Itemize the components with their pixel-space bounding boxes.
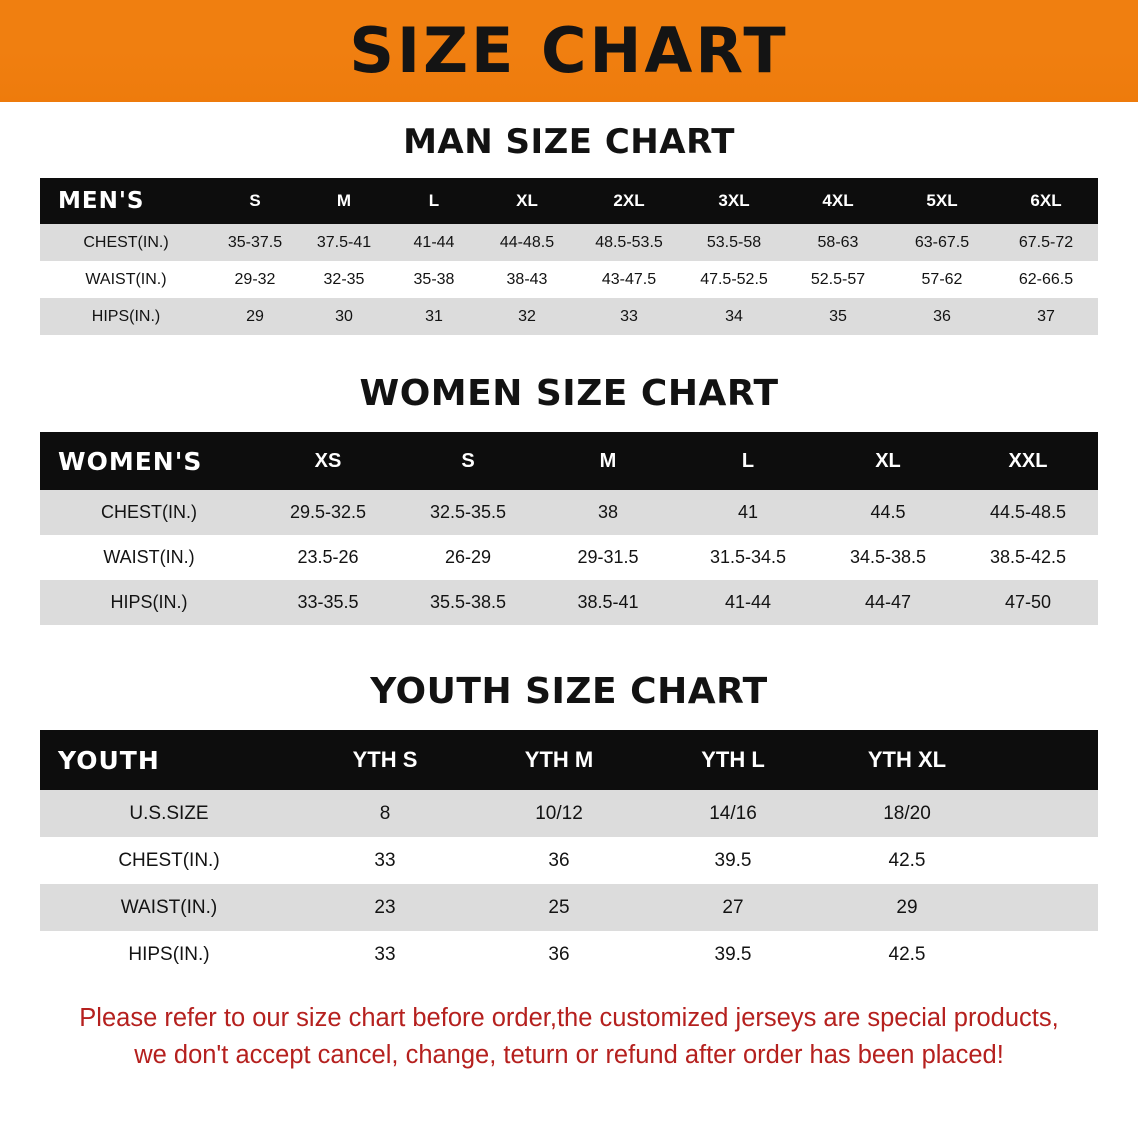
- youth-header-label: YOUTH: [58, 745, 160, 775]
- youth-size-col-1: YTH M: [524, 747, 594, 772]
- youth-hips-0: 33: [374, 943, 396, 965]
- women-row-label-waist: WAIST(IN.): [103, 547, 195, 567]
- disclaimer-line-2: we don't accept cancel, change, teturn or refund after order has been placed!: [134, 1040, 1004, 1069]
- youth-table-header-row: [40, 730, 1098, 790]
- youth-size-table: [40, 730, 1098, 978]
- man-waist-7: 57-62: [921, 270, 963, 288]
- man-size-col-2: L: [428, 191, 440, 210]
- table-row: [40, 224, 1098, 261]
- youth-waist-3: 29: [896, 896, 918, 918]
- women-size-col-1: S: [461, 449, 475, 472]
- youth-hips-2: 39.5: [714, 943, 752, 965]
- women-chest-4: 44.5: [870, 502, 906, 522]
- women-chest-1: 32.5-35.5: [429, 502, 507, 522]
- man-header-label: MEN'S: [58, 188, 145, 214]
- man-waist-3: 38-43: [506, 270, 548, 288]
- man-chest-7: 63-67.5: [914, 233, 970, 251]
- youth-chest-2: 39.5: [714, 849, 752, 871]
- man-waist-8: 62-66.5: [1018, 270, 1074, 288]
- man-row-label-hips: HIPS(IN.): [91, 307, 161, 325]
- youth-size-table-wrapper: [40, 730, 1098, 978]
- youth-size-col-3: YTH XL: [867, 747, 947, 772]
- women-section-title: WOMEN SIZE CHART: [359, 373, 779, 414]
- man-chest-3: 44-48.5: [499, 233, 555, 251]
- man-hips-3: 32: [518, 307, 536, 325]
- table-row: [40, 535, 1098, 580]
- man-hips-6: 35: [829, 307, 847, 325]
- youth-row-label-waist: WAIST(IN.): [120, 896, 218, 918]
- youth-ussize-1: 10/12: [535, 802, 583, 824]
- youth-chest-1: 36: [548, 849, 570, 871]
- man-waist-4: 43-47.5: [601, 270, 657, 288]
- man-hips-4: 33: [620, 307, 638, 325]
- man-chest-4: 48.5-53.5: [595, 233, 663, 251]
- man-waist-2: 35-38: [413, 270, 455, 288]
- youth-size-col-spacer: [994, 730, 1098, 790]
- women-waist-1: 26-29: [444, 547, 492, 567]
- table-row: [40, 837, 1098, 884]
- women-hips-3: 41-44: [724, 592, 772, 612]
- man-size-col-5: 3XL: [718, 191, 750, 210]
- man-chest-2: 41-44: [413, 233, 455, 251]
- women-waist-0: 23.5-26: [297, 547, 359, 567]
- youth-size-col-0: YTH S: [352, 747, 418, 772]
- man-chest-1: 37.5-41: [316, 233, 372, 251]
- man-size-col-7: 5XL: [926, 191, 958, 210]
- table-row: [40, 298, 1098, 335]
- women-size-col-2: M: [599, 449, 617, 472]
- man-row-label-waist: WAIST(IN.): [85, 270, 167, 288]
- women-table-header-row: [40, 432, 1098, 490]
- youth-hips-1: 36: [548, 943, 570, 965]
- page-title: SIZE CHART: [349, 14, 789, 87]
- women-chest-0: 29.5-32.5: [289, 502, 367, 522]
- women-header-label: WOMEN'S: [58, 446, 203, 476]
- women-size-col-3: L: [741, 449, 755, 472]
- table-row: [40, 790, 1098, 837]
- women-waist-5: 38.5-42.5: [989, 547, 1067, 567]
- women-chest-5: 44.5-48.5: [989, 502, 1067, 522]
- man-chest-6: 58-63: [817, 233, 859, 251]
- disclaimer-note: [39, 1000, 1099, 1074]
- man-waist-6: 52.5-57: [810, 270, 866, 288]
- women-waist-4: 34.5-38.5: [849, 547, 927, 567]
- man-row-label-chest: CHEST(IN.): [83, 233, 169, 251]
- man-size-table-wrapper: [40, 178, 1098, 335]
- youth-waist-1: 25: [548, 896, 570, 918]
- youth-ussize-spacer: [994, 790, 1098, 837]
- youth-size-col-2: YTH L: [701, 747, 765, 772]
- youth-row-label-chest: CHEST(IN.): [118, 849, 220, 871]
- man-chest-5: 53.5-58: [706, 233, 762, 251]
- table-row: [40, 884, 1098, 931]
- table-row: [40, 490, 1098, 535]
- man-size-col-4: 2XL: [613, 191, 645, 210]
- women-chest-2: 38: [597, 502, 619, 522]
- man-hips-2: 31: [425, 307, 443, 325]
- women-row-label-chest: CHEST(IN.): [101, 502, 197, 522]
- women-hips-5: 47-50: [1004, 592, 1052, 612]
- women-hips-1: 35.5-38.5: [429, 592, 507, 612]
- women-hips-4: 44-47: [864, 592, 912, 612]
- youth-hips-spacer: [994, 931, 1098, 978]
- man-size-col-8: 6XL: [1030, 191, 1062, 210]
- man-table-header-row: [40, 178, 1098, 224]
- man-hips-1: 30: [335, 307, 353, 325]
- man-section-title: MAN SIZE CHART: [403, 122, 735, 162]
- youth-chest-spacer: [994, 837, 1098, 884]
- women-size-table-wrapper: [40, 432, 1098, 625]
- page-banner: [0, 0, 1138, 102]
- man-chest-8: 67.5-72: [1018, 233, 1074, 251]
- women-hips-0: 33-35.5: [297, 592, 359, 612]
- women-hips-2: 38.5-41: [577, 592, 639, 612]
- youth-ussize-3: 18/20: [883, 802, 931, 824]
- man-chest-0: 35-37.5: [227, 233, 283, 251]
- youth-section-title: YOUTH SIZE CHART: [370, 671, 768, 712]
- table-row: [40, 931, 1098, 978]
- man-size-col-3: XL: [516, 191, 538, 210]
- women-size-col-4: XL: [875, 449, 901, 472]
- man-size-col-0: S: [249, 191, 261, 210]
- youth-chest-0: 33: [374, 849, 396, 871]
- man-hips-0: 29: [246, 307, 264, 325]
- youth-hips-3: 42.5: [888, 943, 926, 965]
- women-waist-2: 29-31.5: [577, 547, 639, 567]
- youth-row-label-ussize: U.S.SIZE: [129, 802, 209, 824]
- women-size-table: [40, 432, 1098, 625]
- man-hips-8: 37: [1037, 307, 1055, 325]
- man-size-col-1: M: [336, 191, 352, 210]
- youth-waist-2: 27: [722, 896, 744, 918]
- disclaimer-line-1: Please refer to our size chart before order,the customized jerseys are special products,: [79, 1004, 1059, 1032]
- table-row: [40, 261, 1098, 298]
- youth-ussize-0: 8: [379, 802, 391, 824]
- women-chest-3: 41: [737, 502, 759, 522]
- man-size-col-6: 4XL: [822, 191, 854, 210]
- man-hips-7: 36: [933, 307, 951, 325]
- women-waist-3: 31.5-34.5: [709, 547, 787, 567]
- man-waist-0: 29-32: [234, 270, 276, 288]
- women-row-label-hips: HIPS(IN.): [110, 592, 188, 612]
- youth-chest-3: 42.5: [888, 849, 926, 871]
- table-row: [40, 580, 1098, 625]
- youth-row-label-hips: HIPS(IN.): [128, 943, 210, 965]
- youth-waist-0: 23: [374, 896, 396, 918]
- women-size-col-0: XS: [314, 449, 342, 472]
- women-size-col-5: XXL: [1008, 449, 1048, 472]
- youth-ussize-2: 14/16: [709, 802, 757, 824]
- man-waist-1: 32-35: [323, 270, 365, 288]
- man-waist-5: 47.5-52.5: [700, 270, 768, 288]
- man-size-table: [40, 178, 1098, 335]
- youth-waist-spacer: [994, 884, 1098, 931]
- man-hips-5: 34: [725, 307, 743, 325]
